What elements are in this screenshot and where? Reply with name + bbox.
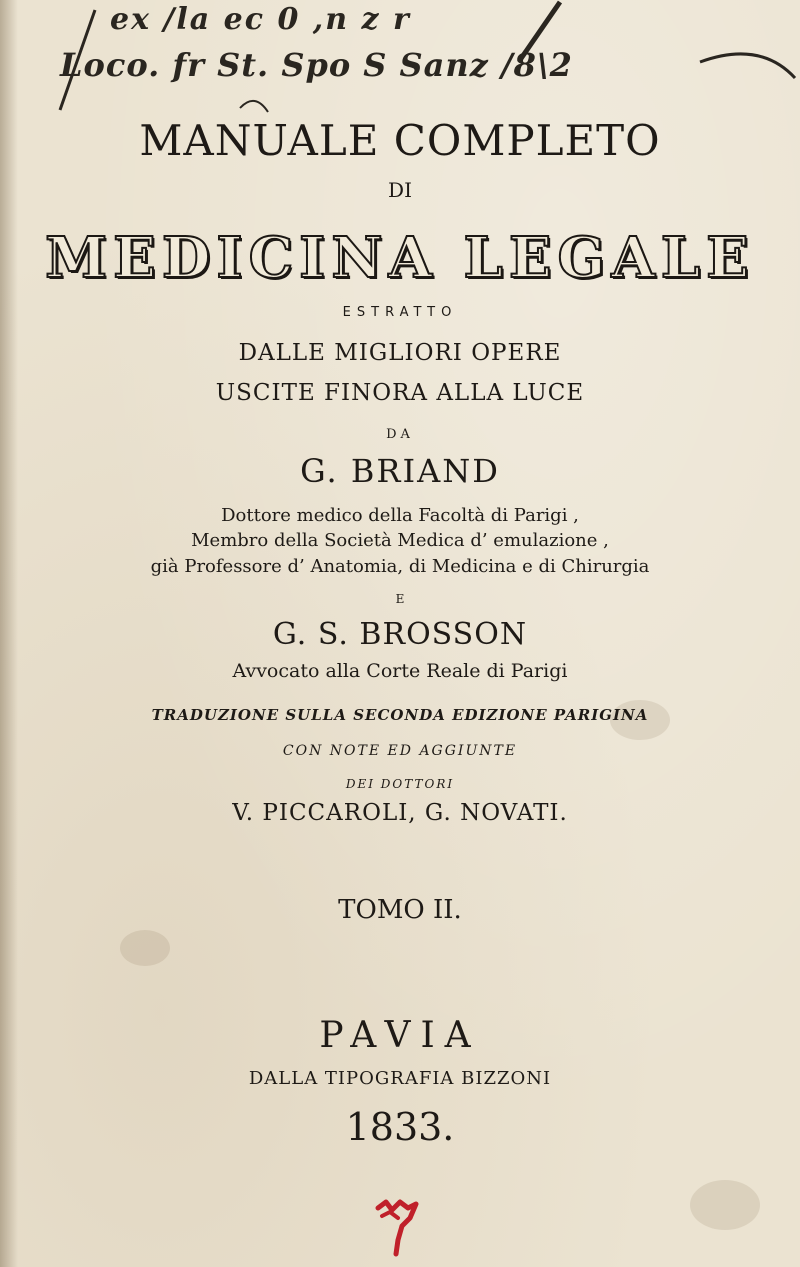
author-1-desc-2: Membro della Società Medica d’ emulazione , [191,530,609,551]
author-1-desc-1: Dottore medico della Facoltà di Parigi , [221,505,579,526]
imprint-year: 1833. [345,1105,455,1149]
red-library-stamp [372,1196,424,1258]
foxing-spot [690,1180,760,1230]
conjunction-e: E [395,592,405,606]
author-1-desc-3: già Professore d’ Anatomia, di Medicina e di Chirurgia [150,556,650,577]
title-line-1: MANUALE COMPLETO [139,116,661,165]
handwriting-line-1: ex /la ec 0 ,n z r [110,2,411,37]
da-label: DA [386,427,414,442]
translation-line: TRADUZIONE SULLA SECONDA EDIZIONE PARIGINA [151,706,649,724]
imprint-city: PAVIA [319,1015,481,1056]
dei-dottori-line: DEI DOTTORI [345,777,455,791]
title-di: DI [388,178,412,202]
translators-names: V. PICCAROLI, G. NOVATI. [232,800,568,826]
imprint-printer: DALLA TIPOGRAFIA BIZZONI [248,1068,552,1089]
source-line-2: USCITE FINORA ALLA LUCE [215,380,585,406]
volume-label: TOMO II. [338,895,462,925]
title-line-2: MEDICINA LEGALE [45,225,755,291]
foxing-spot [120,930,170,966]
handwriting-line-2: Loco. fr St. Spo S Sanz /8\2 [60,46,573,84]
estratto-label: ESTRATTO [342,305,458,320]
author-2-name: G. S. BROSSON [272,617,528,652]
notes-line: CON NOTE ED AGGIUNTE [282,743,518,759]
author-1-name: G. BRIAND [300,452,500,490]
source-line-1: DALLE MIGLIORI OPERE [238,340,562,366]
author-2-desc: Avvocato alla Corte Reale di Parigi [232,660,568,682]
handwritten-inscription [0,0,800,130]
